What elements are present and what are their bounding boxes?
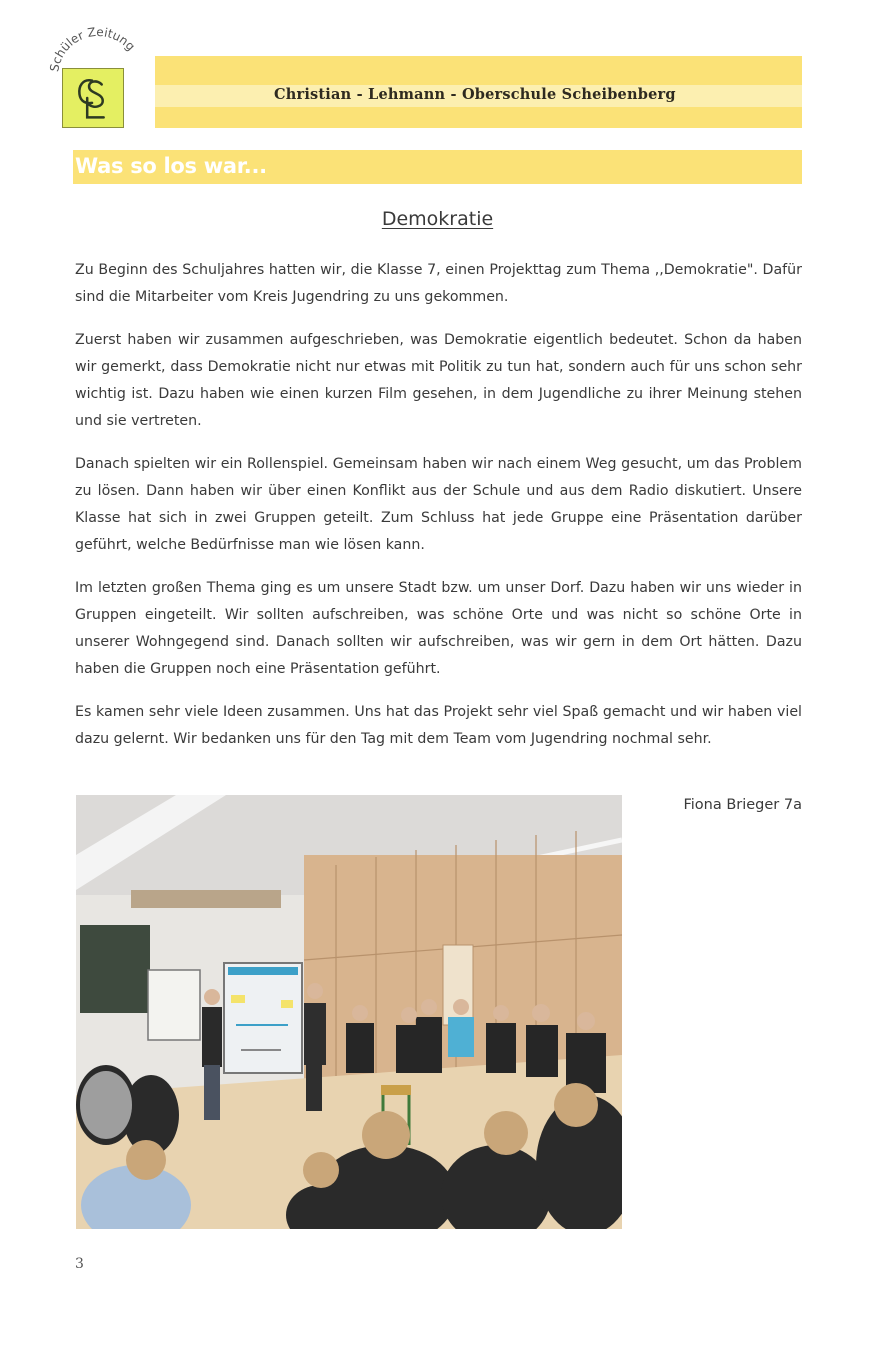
section-banner (73, 150, 802, 184)
article-author: Fiona Brieger 7a (683, 797, 802, 813)
paragraph: Im letzten großen Thema ging es um unsere Stadt bzw. um unser Dorf. Dazu haben wir uns wieder in Gruppen eingeteilt. Wir sollten aufschreiben, was schöne Orte und was nicht so schöne Orte in unserer Wohngegend sind. Danach sollten wir aufschreiben, was wir gern in dem Ort hätten. Dazu haben die Gruppen noch eine Präsentation geführt. (75, 580, 802, 677)
newspaper-logo (44, 14, 144, 132)
article-title: Demokratie (381, 208, 494, 230)
article-body (75, 257, 802, 769)
classroom-photo-image (76, 795, 622, 1229)
paragraph: Es kamen sehr viele Ideen zusammen. Uns hat das Projekt sehr viel Spaß gemacht und wir haben viel dazu gelernt. Wir bedanken uns für den Tag mit dem Team vom Jugendring nochmal sehr. (75, 704, 802, 747)
school-name: Christian - Lehmann - Oberschule Scheibenberg (274, 86, 676, 103)
svg-text:Schüler Zeitung: Schüler Zeitung (47, 24, 138, 73)
logo-emblem (62, 68, 124, 128)
paragraph: Zu Beginn des Schuljahres hatten wir, die Klasse 7, einen Projekttag zum Thema ,,Demokratie". Dafür sind die Mitarbeiter vom Kreis Jugendring zu uns gekommen. (75, 262, 802, 305)
school-banner (155, 56, 802, 128)
paragraph: Danach spielten wir ein Rollenspiel. Gemeinsam haben wir nach einem Weg gesucht, um das Problem zu lösen. Dann haben wir über einen Konflikt aus der Schule und aus dem Radio diskutiert. Unsere Klasse hat sich in zwei Gruppen geteilt. Zum Schluss hat jede Gruppe eine Präsentation darüber geführt, welche Bedürfnisse man wie lösen kann. (75, 456, 802, 553)
paragraph: Zuerst haben wir zusammen aufgeschrieben, was Demokratie eigentlich bedeutet. Schon da haben wir gemerkt, dass Demokratie nicht nur etwas mit Politik zu tun hat, sondern auch für uns schon sehr wichtig ist. Dazu haben wie einen kurzen Film gesehen, in dem Jugendliche zu ihrer Meinung stehen und sie vertreten. (75, 332, 802, 429)
page-number: 3 (75, 1256, 84, 1272)
article-title-wrap (0, 208, 875, 230)
cls-monogram-icon (63, 69, 123, 127)
classroom-photo (76, 795, 622, 1229)
section-title: Was so los war... (75, 154, 267, 178)
